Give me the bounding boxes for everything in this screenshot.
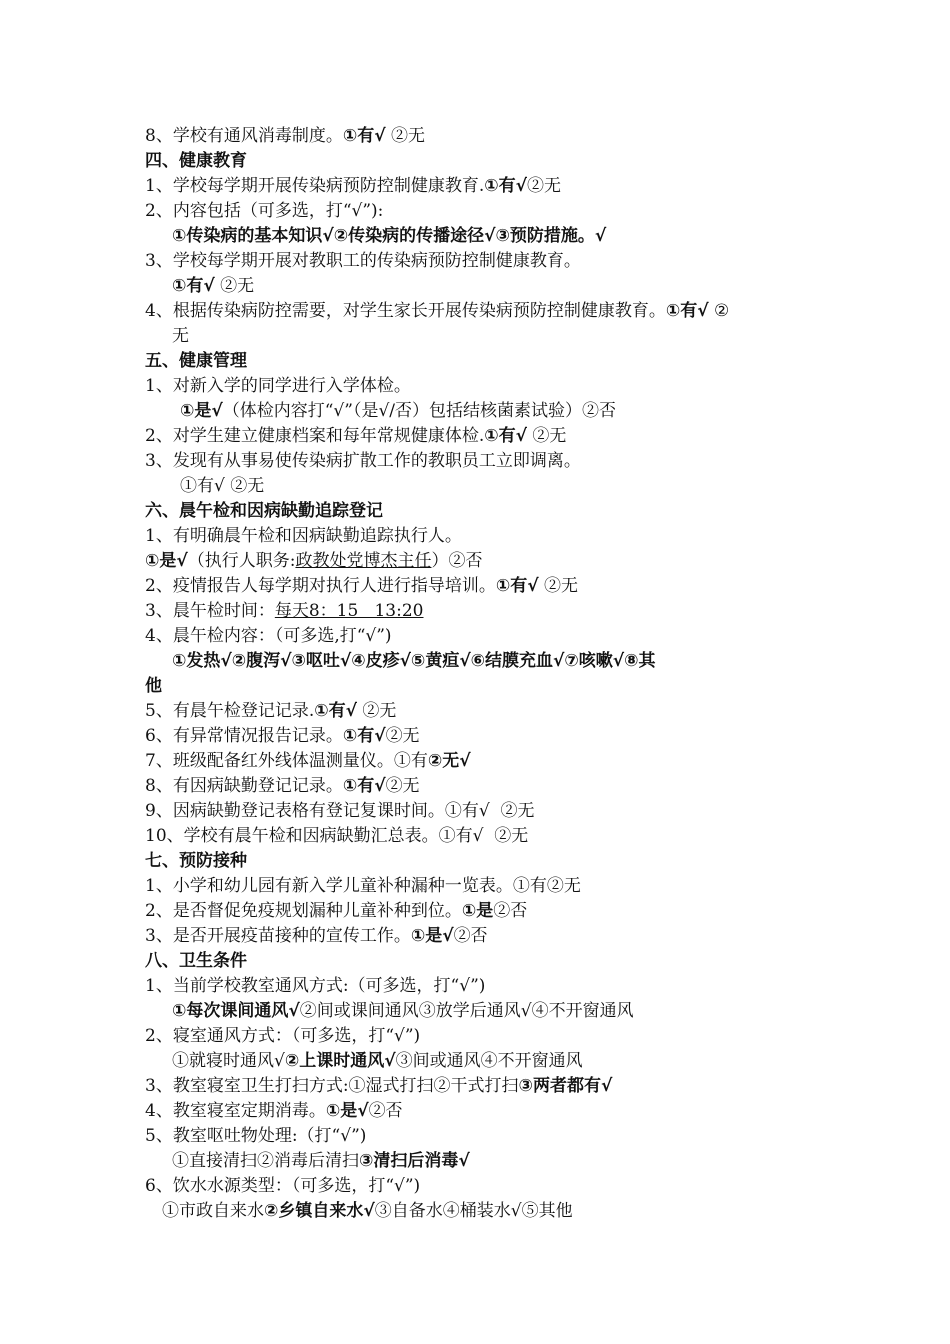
line-staff-reassignment: 3、发现有从事易使传染病扩散工作的教职员工立即调离。 [145, 451, 581, 471]
line-return-time: 9、因病缺勤登记表格有登记复课时间。①有√ ②无 [145, 801, 535, 821]
line-catch-up-supervision: 2、是否督促免疫规划漏种儿童补种到位。①是②否 [145, 901, 528, 921]
line-health-education-each-term: 1、学校每学期开展传染病预防控制健康教育.①有√②无 [145, 176, 561, 196]
line-vomit-handling-options: ①直接清扫②消毒后清扫③清扫后消毒√ [172, 1151, 470, 1171]
section-heading-health-education: 四、健康教育 [145, 151, 247, 171]
line-infrared-thermometer: 7、班级配备红外线体温测量仪。①有②无√ [145, 751, 471, 771]
line-check-records: 5、有晨午检登记记录.①有√ ②无 [145, 701, 397, 721]
line-content-includes: 2、内容包括（可多选，打“√”): [145, 201, 384, 221]
line-absence-records: 8、有因病缺勤登记记录。①有√②无 [145, 776, 420, 796]
line-school-ventilation-disinfection: 8、学校有通风消毒制度。①有√ ②无 [145, 126, 425, 146]
section-heading-health-management: 五、健康管理 [145, 351, 247, 371]
line-check-time: 3、晨午检时间：每天8：15 13:20 [145, 601, 424, 621]
line-dorm-ventilation-options: ①就寝时通风√②上课时通风√③间或通风④不开窗通风 [172, 1051, 583, 1071]
line-entrance-physical-exam: 1、对新入学的同学进行入学体检。 [145, 376, 411, 396]
line-executor-answer: ①是√（执行人职务:政教处党博杰主任）②否 [145, 551, 483, 571]
line-executor-training: 2、疫情报告人每学期对执行人进行指导培训。①有√ ②无 [145, 576, 578, 596]
line-dorm-ventilation: 2、寝室通风方式：（可多选，打“√”) [145, 1026, 421, 1046]
line-staff-education-answer: ①有√ ②无 [172, 276, 255, 296]
line-content-options: ①传染病的基本知识√②传染病的传播途径√③预防措施。√ [172, 226, 607, 246]
line-exam-answer: ①是√（体检内容打“√”（是√/否）包括结核菌素试验）②否 [180, 401, 617, 421]
line-staff-health-education: 3、学校每学期开展对教职工的传染病预防控制健康教育。 [145, 251, 581, 271]
line-classroom-ventilation: 1、当前学校教室通风方式:（可多选，打“√”) [145, 976, 486, 996]
line-cleaning-method: 3、教室寝室卫生打扫方式:①湿式打扫②干式打扫③两者都有√ [145, 1076, 613, 1096]
line-regular-disinfection: 4、教室寝室定期消毒。①是√②否 [145, 1101, 403, 1121]
line-vaccine-publicity: 3、是否开展疫苗接种的宣传工作。①是√②否 [145, 926, 488, 946]
section-heading-morning-check: 六、晨午检和因病缺勤追踪登记 [145, 501, 383, 521]
section-heading-vaccination: 七、预防接种 [145, 851, 247, 871]
section-heading-hygiene: 八、卫生条件 [145, 951, 247, 971]
line-check-executor: 1、有明确晨午检和因病缺勤追踪执行人。 [145, 526, 462, 546]
line-reassignment-answer: ①有√ ②无 [180, 476, 265, 496]
line-parent-education-wrap: 无 [172, 326, 189, 346]
line-vomit-handling: 5、教室呕吐物处理:（打“√”) [145, 1126, 367, 1146]
line-water-source: 6、饮水水源类型：（可多选，打“√”) [145, 1176, 421, 1196]
line-water-source-options: ①市政自来水②乡镇自来水√③自备水④桶装水√⑤其他 [162, 1201, 573, 1221]
line-health-records: 2、对学生建立健康档案和每年常规健康体检.①有√ ②无 [145, 426, 567, 446]
line-parent-health-education: 4、根据传染病防控需要，对学生家长开展传染病预防控制健康教育。①有√ ② [145, 301, 730, 321]
line-abnormal-report: 6、有异常情况报告记录。①有√②无 [145, 726, 420, 746]
line-classroom-ventilation-options: ①每次课间通风√②间或课间通风③放学后通风√④不开窗通风 [172, 1001, 634, 1021]
line-check-content-options: ①发热√②腹泻√③呕吐√④皮疹√⑤黄疸√⑥结膜充血√⑦咳嗽√⑧其 [172, 651, 656, 671]
line-check-content-wrap: 他 [145, 676, 162, 696]
line-check-content: 4、晨午检内容：（可多选,打“√”) [145, 626, 392, 646]
line-catch-up-list: 1、小学和幼儿园有新入学儿童补种漏种一览表。①有②无 [145, 876, 581, 896]
line-summary-table: 10、学校有晨午检和因病缺勤汇总表。①有√ ②无 [145, 826, 529, 846]
